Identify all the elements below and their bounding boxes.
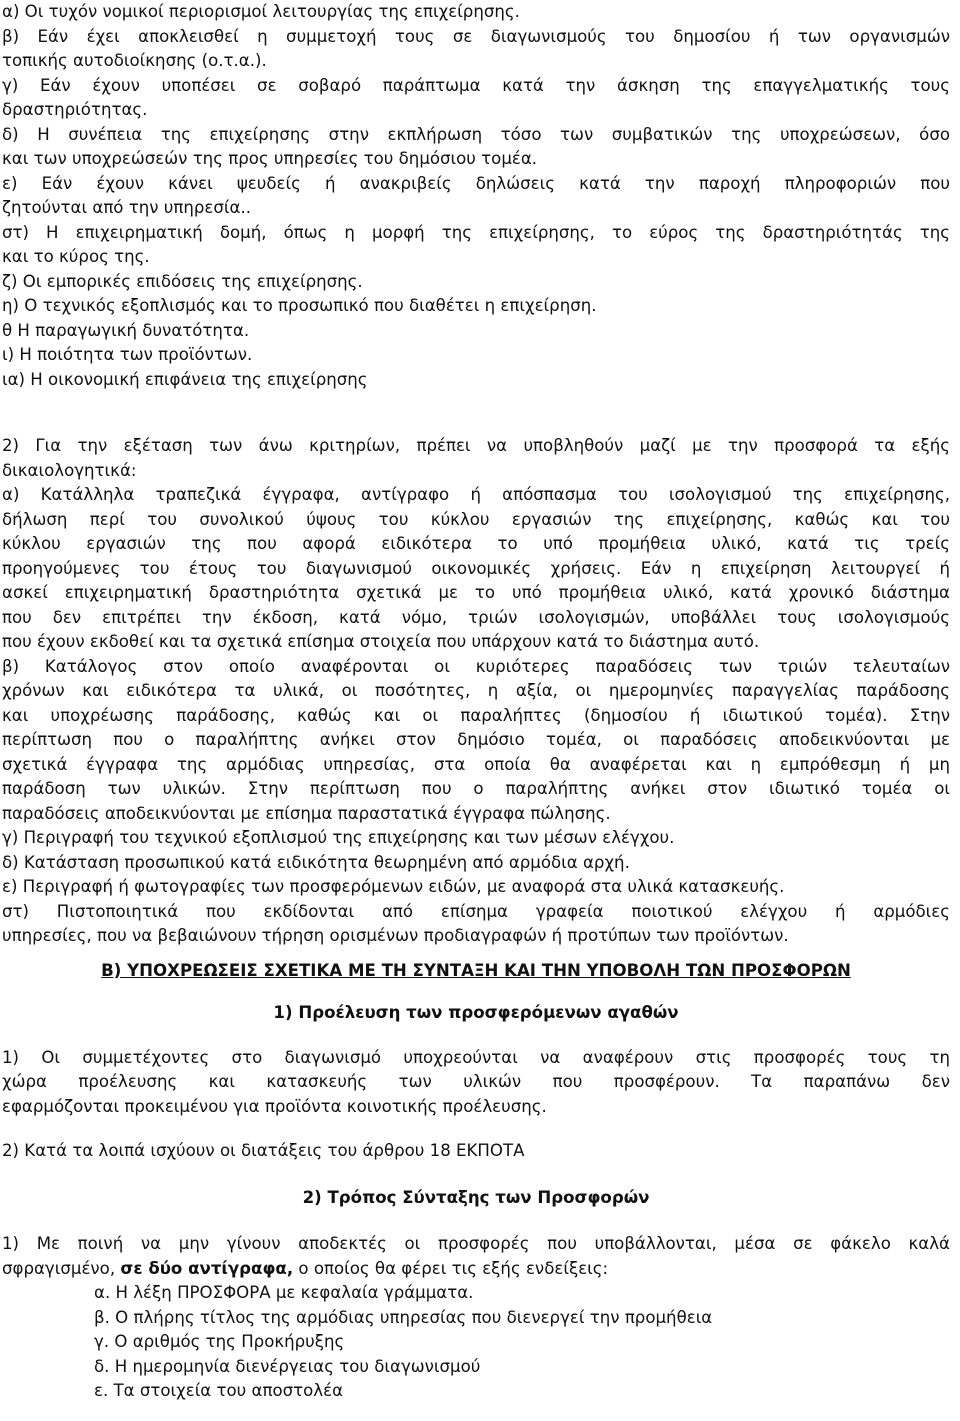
paragraph-line: ζητούνται από την υπηρεσία.. (2, 198, 252, 217)
supporting-documents-section (2, 434, 950, 949)
paragraph-line: β) Εάν έχει αποκλεισθεί η συμμετοχή τους σε διαγωνισμούς του δημοσίου ή των οργανισμών (2, 26, 950, 46)
paragraph-line: δήλωση περί του συνολικού ύψους του κύκλου εργασιών της επιχείρησης, καθώς και του (2, 509, 950, 529)
paragraph-line: και υποχρέωσης παράδοσης, καθώς και οι παραλήπτες (δημοσίου ή ιδιωτικού τομέα). Στην (2, 705, 950, 725)
paragraph-line: παραδόσεις αποδεικνύονται με επίσημα παραστατικά έγγραφα πώλησης. (2, 803, 611, 823)
spacer (2, 1026, 950, 1046)
paragraph-line: και των υποχρεώσεών της προς υπηρεσίες του δημόσιου τομέα. (2, 149, 538, 168)
paragraph-line: ια) Η οικονομική επιφάνεια της επιχείρησης (2, 369, 368, 389)
paragraph-line: προηγούμενες του έτους του διαγωνισμού οικονομικές χρήσεις. Εάν η επιχείρηση λειτουργεί ή (2, 558, 950, 578)
paragraph-line: που δεν επιτρέπει την έκδοση, κατά νόμο, τριών ισολογισμών, υποβάλλει τους ισολογισμούς (2, 607, 950, 627)
paragraph-line: στ) Πιστοποιητικά που εκδίδονται από επίσημα γραφεία ποιοτικού ελέγχου ή αρμόδιες (2, 901, 950, 921)
paragraph-line: χρόνων και ειδικότερα τα υλικά, οι ποσότητες, η αξία, οι ημερομηνίες παραγγελίας παράδοσης (2, 681, 950, 700)
paragraph-line: 2) Για την εξέταση των άνω κριτηρίων, πρέπει να υποβληθούν μαζί με την προσφορά τα εξής (2, 436, 950, 455)
envelope-markings-list (2, 1281, 950, 1404)
paragraph-line: θ Η παραγωγική δυνατότητα. (2, 320, 250, 340)
paragraph-line: ζ) Οι εμπορικές επιδόσεις της επιχείρησης. (2, 271, 363, 291)
spacer (2, 1210, 950, 1232)
spacer (2, 392, 950, 434)
origin-section (2, 1046, 950, 1120)
paragraph-line: τοπικής αυτοδιοίκησης (ο.τ.α.). (2, 51, 267, 70)
paragraph-line: ασκεί επιχειρηματική δραστηριότητα σχετικά με το υπό προμήθεια υλικό, κατά χρονικό διάστημα (2, 583, 950, 602)
paragraph-line: και το κύρος της. (2, 247, 150, 266)
paragraph-line: σχετικά έγγραφα της αρμόδιας υπηρεσίας, στα οποία θα αναφέρεται και η εμπρόθεσμη ή μη (2, 754, 950, 774)
paragraph-line: δ) Κατάσταση προσωπικού κατά ειδικότητα θεωρημένη από αρμόδια αρχή. (2, 852, 630, 872)
paragraph-line: ε) Εάν έχουν κάνει ψευδείς ή ανακριβείς δηλώσεις κατά την παροχή πληροφοριών που (2, 173, 950, 193)
offer-paragraph-line: 1) Με ποινή να μην γίνουν αποδεκτές οι προσφορές που υποβάλλονται, μέσα σε φάκελο καλά (2, 1234, 950, 1253)
paragraph-line: που έχουν εκδοθεί και τα σχετικά επίσημα στοιχεία που υπάρχουν κατά το διάστημα αυτό. (2, 632, 760, 651)
paragraph-line: κύκλου εργασιών της που αφορά ειδικότερα το υπό προμήθεια υλικό, κατά τις τρείς (2, 534, 950, 553)
text-run: ο οποίος θα φέρει τις εξής ενδείξεις: (293, 1258, 609, 1278)
paragraph-line: η) Ο τεχνικός εξοπλισμός και το προσωπικό που διαθέτει η επιχείρηση. (2, 296, 597, 315)
paragraph-line: δ) Η συνέπεια της επιχείρησης στην εκπλήρωση τόσο των συμβατικών της υποχρεώσεων, όσο (2, 124, 950, 144)
paragraph-line: 1) Οι συμμετέχοντες στο διαγωνισμό υποχρεούνται να αναφέρουν στις προσφορές τους τη (2, 1047, 950, 1067)
criteria-list-section (2, 0, 950, 392)
paragraph-line: περίπτωση που ο παραλήπτης ανήκει στον δημόσιο τομέα, οι παραδόσεις αποδεικνύονται με (2, 730, 950, 749)
paragraph-line: ι) Η ποιότητα των προϊόντων. (2, 345, 253, 364)
paragraph-line: χώρα προέλευσης και κατασκευής των υλικών που προσφέρουν. Τα παραπάνω δεν (2, 1072, 950, 1091)
paragraph-line: α) Οι τυχόν νομικοί περιορισμοί λειτουργίας της επιχείρησης. (2, 2, 520, 21)
bold-copies-text: σε δύο αντίγραφα, (120, 1258, 294, 1278)
paragraph-line: παράδοση των υλικών. Στην περίπτωση που ο παραλήπτης ανήκει στον ιδιωτικό τομέα οι (2, 779, 950, 798)
paragraph-line: γ) Περιγραφή του τεχνικού εξοπλισμού της επιχείρησης και των μέσων ελέγχου. (2, 828, 675, 847)
paragraph-line: ε) Περιγραφή ή φωτογραφίες των προσφερόμενων ειδών, με αναφορά στα υλικά κατασκευής. (2, 877, 785, 896)
paragraph-line: δραστηριότητας. (2, 100, 148, 119)
offer-paragraph-line (2, 1257, 950, 1282)
list-item: γ. Ο αριθμός της Προκήρυξης (94, 1332, 345, 1351)
paragraph-line: εφαρμόζονται προκειμένου για προϊόντα κοινοτικής προέλευσης. (2, 1096, 547, 1116)
subsection-2-heading: 2) Τρόπος Σύνταξης των Προσφορών (302, 1187, 650, 1207)
paragraph-line: α) Κατάλληλα τραπεζικά έγγραφα, αντίγραφο ή απόσπασμα του ισολογισμού της επιχείρησης, (2, 485, 950, 504)
paragraph-line: δικαιολογητικά: (2, 460, 137, 480)
ekpota-line: 2) Κατά τα λοιπά ισχύουν οι διατάξεις του άρθρου 18 ΕΚΠΟΤΑ (2, 1141, 525, 1160)
paragraph-line: γ) Εάν έχουν υποπέσει σε σοβαρό παράπτωμα κατά την άσκηση της επαγγελματικής τους (2, 75, 950, 95)
list-item: β. Ο πλήρης τίτλος της αρμόδιας υπηρεσίας που διενεργεί την προμήθεια (94, 1307, 713, 1327)
list-item: α. Η λέξη ΠΡΟΣΦΟΡΑ με κεφαλαία γράμματα. (94, 1283, 474, 1302)
paragraph-line: β) Κατάλογος στον οποίο αναφέρονται οι κυριότερες παραδόσεις των τριών τελευταίων (2, 656, 950, 676)
section-b-heading: Β) ΥΠΟΧΡΕΩΣΕΙΣ ΣΧΕΤΙΚΑ ΜΕ ΤΗ ΣΥΝΤΑΞΗ ΚΑΙ ΤΗΝ ΥΠΟΒΟΛΗ ΤΩΝ ΠΡΟΣΦΟΡΩΝ (101, 960, 851, 980)
paragraph-line: υπηρεσίες, που να βεβαιώνουν τήρηση ορισμένων προδιαγραφών ή προτύπων των προϊόντων. (2, 926, 789, 945)
subsection-1-heading: 1) Προέλευση των προσφερόμενων αγαθών (273, 1003, 679, 1022)
list-item: δ. Η ημερομηνία διενέργειας του διαγωνισμού (94, 1356, 481, 1376)
list-item: ε. Τα στοιχεία του αποστολέα (94, 1381, 344, 1400)
paragraph-line: στ) Η επιχειρηματική δομή, όπως η μορφή της επιχείρησης, το εύρος της δραστηριότητάς της (2, 222, 950, 242)
spacer (2, 1119, 950, 1139)
text-run: σφραγισμένο, (2, 1258, 121, 1278)
